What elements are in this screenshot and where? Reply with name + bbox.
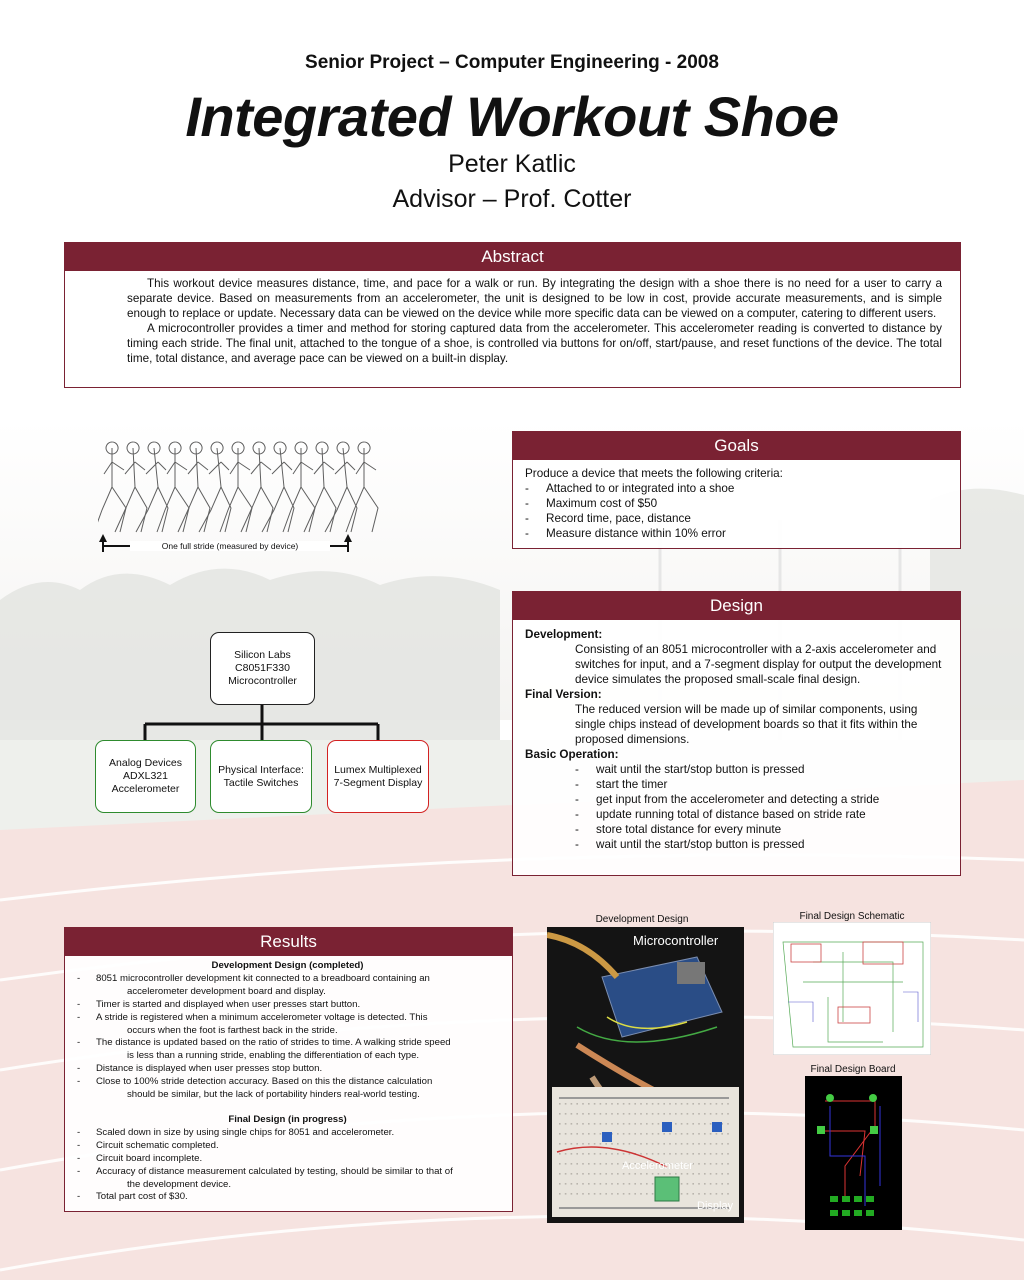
result-item: - Close to 100% stride detection accuracy. Based on this the distance calculation should be similar, but the lack of portability hinders real-world testing. — [77, 1076, 433, 1101]
result-item: - A stride is registered when a minimum accelerometer voltage is detected. This occurs when the foot is farthest back in the stride. — [77, 1011, 428, 1036]
design-panel — [512, 591, 961, 876]
microcontroller-block: Silicon Labs C8051F330 Microcontroller — [210, 632, 315, 705]
goal-item: - Maximum cost of $50 — [525, 497, 658, 510]
design-final-label: Final Version: — [525, 688, 602, 701]
goal-item: - Measure distance within 10% error — [525, 527, 726, 540]
result-item: - Accuracy of distance measurement calculated by testing, should be similar to that of the development device. — [77, 1165, 453, 1190]
result-item: - The distance is updated based on the ratio of strides to time. A walking stride speed is less than a running stride, enabling the differentiation of each type. — [77, 1037, 451, 1062]
result-item: - Total part cost of $30. — [77, 1191, 188, 1203]
abstract-paragraph: This workout device measures distance, time, and pace for a walk or run. By integrating the design with a shoe there is no need for a user to carry a separate device. Based on measurements from an accelerometer, the unit is designed to be low in cost, provide accurate measurements, and is simple enough to replace or update. Necessary data can be viewed on the device while more specific data can be viewed on a computer, catering to different users. — [127, 277, 942, 320]
goal-item: - Attached to or integrated into a shoe — [525, 482, 735, 495]
stride-caption: One full stride (measured by device) — [130, 541, 330, 551]
display-block: Lumex Multiplexed 7-Segment Display — [327, 740, 429, 813]
goals-intro: Produce a device that meets the following criteria: — [525, 467, 783, 480]
result-item: - Distance is displayed when user presses stop button. — [77, 1063, 323, 1075]
result-item: - Timer is started and displayed when user presses start button. — [77, 998, 361, 1010]
schematic-caption: Final Design Schematic — [799, 911, 905, 922]
result-item: - Circuit schematic completed. — [77, 1139, 219, 1151]
board-caption: Final Design Board — [810, 1064, 896, 1075]
result-item: - 8051 microcontroller development kit connected to a breadboard containing an accelerometer development board and display. — [77, 972, 430, 997]
operation-step: - get input from the accelerometer and detecting a stride — [575, 793, 880, 806]
poster-subtitle: Senior Project – Computer Engineering - 2008 — [305, 52, 719, 73]
operation-step: - wait until the start/stop button is pressed — [575, 763, 805, 776]
photo-label-accelerometer: Accelerometer — [622, 1160, 693, 1172]
goals-heading: Goals — [513, 432, 960, 460]
photo-label-microcontroller: Microcontroller — [633, 933, 719, 948]
results-panel — [64, 927, 513, 1212]
design-final-text: The reduced version will be made up of similar components, using single chips instead of development boards so that it fits within the proposed dimensions. — [575, 703, 918, 746]
result-item: - Scaled down in size by using single chips for 8051 and accelerometer. — [77, 1126, 395, 1138]
design-heading: Design — [513, 592, 960, 620]
abstract-panel — [64, 242, 961, 388]
operation-step: - start the timer — [575, 778, 668, 791]
operation-step: - store total distance for every minute — [575, 823, 782, 836]
design-dev-label: Development: — [525, 628, 603, 641]
design-basic-label: Basic Operation: — [525, 748, 619, 761]
photo-label-display: Display — [697, 1200, 734, 1212]
results-dev-heading: Development Design (completed) — [211, 960, 364, 971]
goal-item: - Record time, pace, distance — [525, 512, 691, 525]
pcb-board-image — [805, 1076, 902, 1230]
switches-block: Physical Interface: Tactile Switches — [210, 740, 312, 813]
result-item: - Circuit board incomplete. — [77, 1152, 203, 1164]
advisor-name: Advisor – Prof. Cotter — [392, 185, 632, 213]
poster-title: Integrated Workout Shoe — [185, 85, 839, 148]
results-heading: Results — [65, 928, 512, 956]
schematic-image — [773, 922, 931, 1055]
operation-step: - update running total of distance based on stride rate — [575, 808, 866, 821]
development-board-photo — [547, 927, 744, 1223]
dev-photo-caption: Development Design — [595, 914, 689, 925]
abstract-heading: Abstract — [65, 243, 960, 271]
operation-step: - wait until the start/stop button is pressed — [575, 838, 805, 851]
stride-illustration — [98, 432, 408, 557]
accelerometer-block: Analog Devices ADXL321 Accelerometer — [95, 740, 196, 813]
design-dev-text: Consisting of an 8051 microcontroller with a 2-axis accelerometer and switches for input, and a 7-segment display for output the development device simulates the proposed small-scale final design. — [575, 643, 942, 686]
author-name: Peter Katlic — [448, 150, 576, 178]
block-diagram — [95, 632, 435, 817]
results-final-heading: Final Design (in progress) — [228, 1113, 347, 1125]
goals-panel — [512, 431, 961, 549]
abstract-paragraph: A microcontroller provides a timer and method for storing captured data from the accelerometer. This accelerometer reading is converted to distance by timing each stride. The final unit, attached to the tongue of a shoe, is controlled via buttons for on/off, start/pause, and reset functions of the device. The total time, total distance, and average pace can be viewed on a built-in display. — [127, 322, 942, 365]
